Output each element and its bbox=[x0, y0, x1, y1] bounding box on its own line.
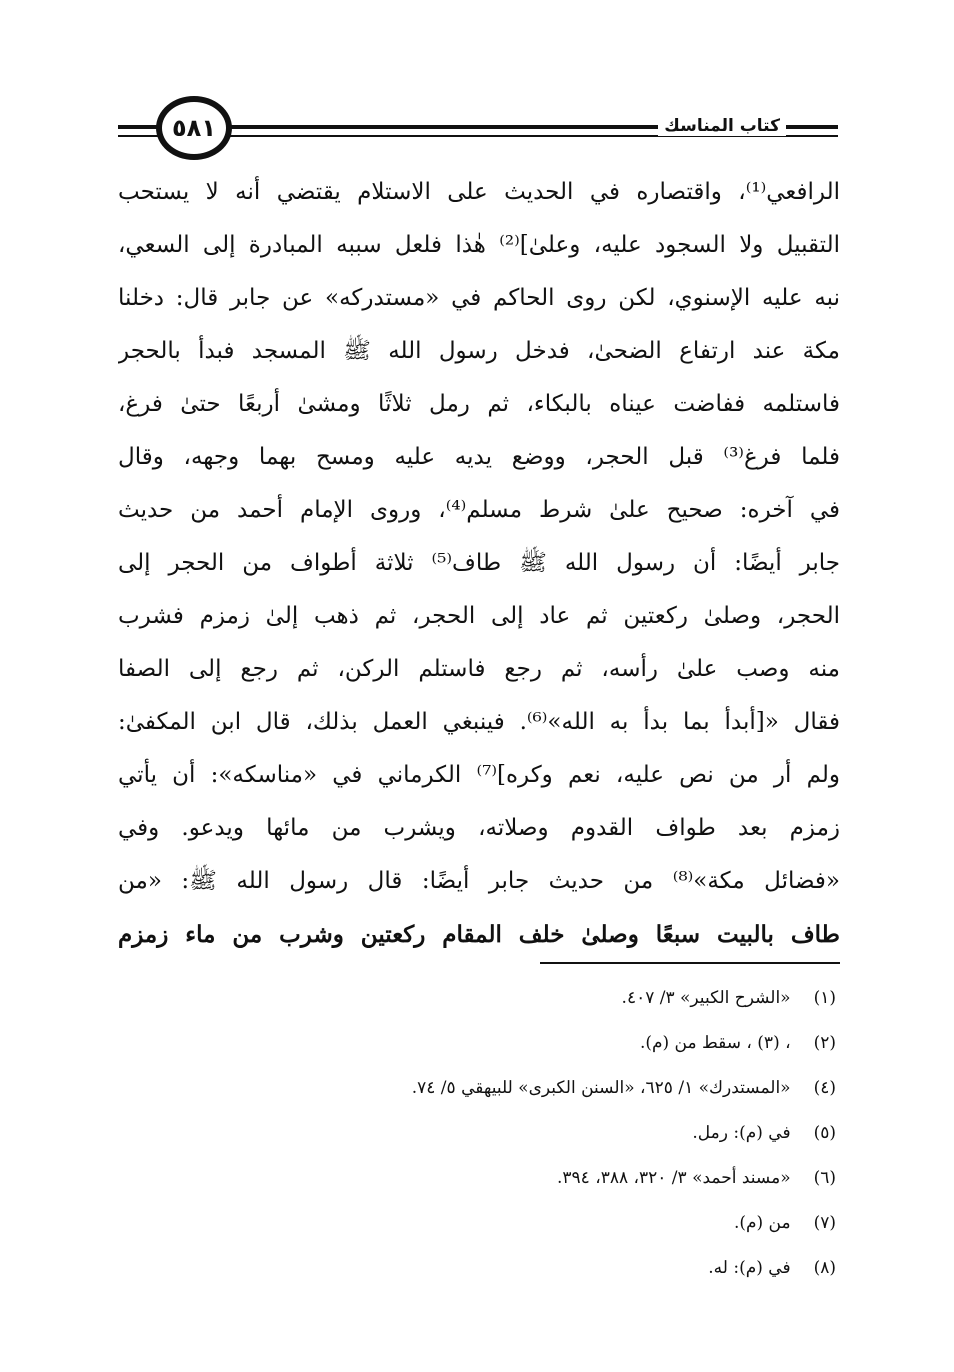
text-line-bold: طاف بالبيت سبعًا وصلىٰ خلف المقام ركعتين وشرب من ماء زمزم bbox=[118, 921, 840, 948]
footnote-divider bbox=[540, 962, 840, 964]
running-title: كتاب المناسك bbox=[658, 116, 786, 136]
page-number: ٥٨١ bbox=[172, 114, 216, 142]
text-line: فلما فرغ⁽³⁾ قبل الحجر، ووضع يديه عليه ومسح بهما وجهه، وقال bbox=[118, 444, 840, 470]
text-line: فاستلمه ففاضت عيناه بالبكاء، ثم رمل ثلاثًا ومشىٰ أربعًا حتىٰ فرغ، bbox=[118, 391, 840, 417]
text-line: زمزم بعد طواف القدوم وصلاته، ويشرب من مائها ويدعو. وفي bbox=[118, 815, 840, 841]
text-line: منه وصب علىٰ رأسه، ثم رجع فاستلم الركن، ثم رجع إلى الصفا bbox=[118, 656, 840, 682]
text-line: نبه عليه الإسنوي، لكن روى الحاكم في «مستدركه» عن جابر قال: دخلنا bbox=[118, 285, 840, 311]
footnote-text: ، (٣) ، سقط من (م). bbox=[639, 1033, 791, 1053]
footnote-number: (٨) bbox=[813, 1258, 836, 1278]
footnote-number: (٤) bbox=[813, 1078, 836, 1098]
footnote-item bbox=[276, 1201, 836, 1246]
text-line: ولم أر من نص عليه، نعم وكره]⁽⁷⁾ الكرماني في «مناسكه»: أن يأتي bbox=[118, 762, 840, 788]
main-text bbox=[118, 166, 840, 961]
footnote-text: «مسند أحمد» ٣/ ٣٢٠، ٣٨٨، ٣٩٤. bbox=[556, 1168, 791, 1188]
footnote-number: (٢) bbox=[813, 1033, 836, 1053]
footnote-item bbox=[276, 976, 836, 1021]
text-line: التقبيل ولا السجود عليه، وعلىٰ]⁽²⁾ هٰذا فلعل سببه المبادرة إلى السعي، bbox=[118, 232, 840, 258]
text-line: مكة عند ارتفاع الضحىٰ، فدخل رسول الله ﷺ المسجد فبدأ بالحجر bbox=[118, 338, 840, 364]
text-line: الحجر، وصلىٰ ركعتين ثم عاد إلى الحجر، ثم ذهب إلىٰ زمزم فشرب bbox=[118, 603, 840, 629]
footnote-number: (٥) bbox=[813, 1123, 836, 1143]
text-line: في آخره: صحيح علىٰ شرط مسلم⁽⁴⁾، وروى الإمام أحمد من حديث bbox=[118, 497, 840, 523]
text-line: الرافعي⁽¹⁾، واقتصاره في الحديث على الاستلام يقتضي أنه لا يستحب bbox=[118, 179, 840, 205]
footnote-item bbox=[276, 1066, 836, 1111]
footnote-text: «الشرح الكبير» ٣/ ٤٠٧. bbox=[621, 988, 791, 1008]
footnote-text: في (م): له. bbox=[708, 1258, 791, 1278]
footnote-text: من (م). bbox=[733, 1213, 791, 1233]
footnote-number: (٧) bbox=[813, 1213, 836, 1233]
footnote-item bbox=[276, 1156, 836, 1201]
text-line: جابر أيضًا: أن رسول الله ﷺ طاف⁽⁵⁾ ثلاثة أطواف من الحجر إلى bbox=[118, 550, 840, 576]
footnote-text: في (م): رمل. bbox=[692, 1123, 791, 1143]
page-number-badge bbox=[156, 96, 232, 160]
footnote-number: (١) bbox=[813, 988, 836, 1008]
footnote-item bbox=[276, 1021, 836, 1066]
header-rule-left-thin bbox=[118, 135, 158, 137]
footnotes bbox=[276, 976, 836, 1291]
header-rule-left bbox=[118, 125, 158, 129]
text-line: «فضائل مكة»⁽⁸⁾ من حديث جابر أيضًا: قال رسول الله ﷺ: «من bbox=[118, 868, 840, 894]
footnote-text: «المستدرك» ١/ ٦٢٥، «السنن الكبرى» للبيهقي ٥/ ٧٤. bbox=[411, 1078, 791, 1098]
footnote-number: (٦) bbox=[813, 1168, 836, 1188]
footnote-item bbox=[276, 1246, 836, 1291]
footnote-item bbox=[276, 1111, 836, 1156]
text-line: فقال «[أبدأ بما بدأ به الله»⁽⁶⁾. فينبغي العمل بذلك، قال ابن المكفىٰ: bbox=[118, 709, 840, 735]
page-header bbox=[118, 92, 838, 172]
